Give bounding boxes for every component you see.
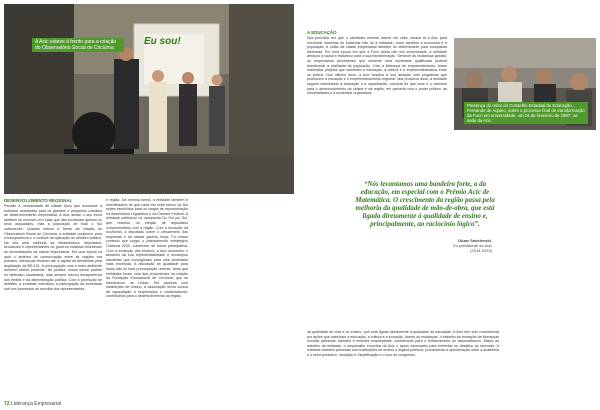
section-heading-regional: DESENVOLVIMENTO REGIONAL: [4, 198, 73, 203]
text-column-2: e região. Da mesma forma, a entidade também é incentivadora de que cada vez mais tomou do Sul sejam escolhidos para os cargos de representação na Assembleia Legislativa e na Câmara Federal. A entidade participou na campanha Do Sul por Sul, que resultou na eleição de deputados comprometidos com a região. Com a evolução da economia, a discussão sobre o crescimento das empresas e da cidade ganhou força. Foi nesse contexto que surgiu o planejamento estratégico Criciúma 2030, construído de forma participativa. Com a evolução dos tempos, a Acic aumentou o tamanho da sua representatividade e encampou bandeiras que conseguiram para uma sociedade mais envolvida. A discussão de qualidade para todos não foi uma preocupação recente, tanto que entidades foram uma das proponentes na criação da Fundação Educacional de Criciúma, que se transformou na Unesc. Em parceria com instituições de ensino, a associação levou cursos de capacitação a empresários e colaboradores, contribuindo para o desenvolvimento da região.: [106, 198, 188, 299]
footer-brand: Liderança Empresarial: [10, 401, 61, 407]
text-column-1: Pensão à necessidade de cidade ficou que trouxesse a estrutura necessária para os grandes e pequenos contatos de desenvolvimento empresarial. A Acic desde o seu início também se envolveu em lutas que não envolviam apenas os seus associados, mas a população de todo o Sul catarinense. Quando esteve à frente da criação do Observatório Social de Criciúma, a entidade colaborou para a transparência e o controle da aplicação do dinheiro público. Na luta pela melhoria da infraestrutura, deputados, senadores e representantes do governo estadual receberam as reivindicações da classe empresarial. Em uma época na qual o sistema de comunicação entre as regiões era precário, lideranças levaram até a capital as demandas pela duplicação da BR-101. A preocupação com o meio ambiente também esteve presente. Na política, nunca tomou partido ou defendeu candidatos, mas sempre cobrou transparência dos eleitos e da administração pública. Com a promoção de debates, a entidade incentivou a participação da sociedade civil nos processos de escolha dos representantes.: [4, 204, 102, 291]
section-heading-education: A EDUCAÇÃO: [307, 30, 337, 35]
text-column-3: Nos períodos em que o candidato mineral esteve em crise, estava lá a Acic para encontrar maneiras de sustentar não só a entidade, como também a economia e a população. A união da classe empresarial também foi determinante para conquistas históricas. Em uma época em que a Fucri ainda não era universidade, a entidade abraçou a causa e trabalhou para a sua transformação. Sensível às mudanças globais, os empresários perceberam que somente uma sociedade qualificada poderia transformar a realidade da população. Com a liderança de empreendedores, foram realizados projetos que valorizam a educação, a cultura e o empreendedorismo entre os jovens. Nos últimos anos, a Acic ampliou a sua atuação com programas que promovem a inovação e o empreendedorismo regional. Nos próximos anos, a entidade seguirá valorizando a educação e a capacitação, convicta de que esse é o caminho para o desenvolvimento da cidade e da região, em parceria com o poder público, as universidades e a sociedade organizada.: [307, 36, 447, 96]
eu-sou-banner: [140, 30, 198, 72]
photo-left-caption: A Acic esteve à frente para a criação do Observatório Social de Criciúma: [32, 38, 124, 52]
eu-sou-banner-text: Eu sou!: [144, 36, 181, 47]
text-column-4: da qualidade de vida e do ensino, que está ligada diretamente à qualidade da educação. A Acic tem sido reconhecida por ações que valorizam a educação, a cultura e a inovação. Atento às mudanças, o trabalho de formação de lideranças envolve palestras, debates e missões empresariais, contribuindo para o fortalecimento do associativismo. Aliado ao trabalho da entidade, o empresário encontra na Acic o apoio necessário para enfrentar os desafios do mercado. A entidade mantém parcerias com instituições de ensino e órgãos públicos, promovendo a aproximação entre a academia e o setor produtivo. Inovação e Simplificação é o foco do congresso.: [307, 330, 499, 357]
pull-quote-text: “Nós levantamos uma bandeira forte, a da educação, em especial com o Prêmio Acic de Matemática. O crescimento da região passa pela melhoria da qualidade de mão-de-obra, que está ligada diretamente à qualidade de ensino e, principalmente, ao raciocínio lógico”.: [355, 180, 495, 228]
pull-quote-term: (2014-2015): [470, 248, 492, 253]
photo-right-caption: Presença do reitor do Conselho Estadual de Educação, Fernando de Aquino, sobre o processo final de transformação da Fucri em universidade, em 24 de fevereiro de 1997, na sede da Acic: [464, 102, 588, 124]
pull-quote-author-block: [392, 238, 492, 253]
pull-quote-role: Ex-presidente da Acic: [453, 243, 492, 248]
page-footer: [4, 401, 61, 407]
page-number: 72: [4, 401, 10, 407]
pull-quote-author: Olízar Smielevski,: [457, 238, 492, 243]
text-column-4-side: [507, 136, 595, 390]
